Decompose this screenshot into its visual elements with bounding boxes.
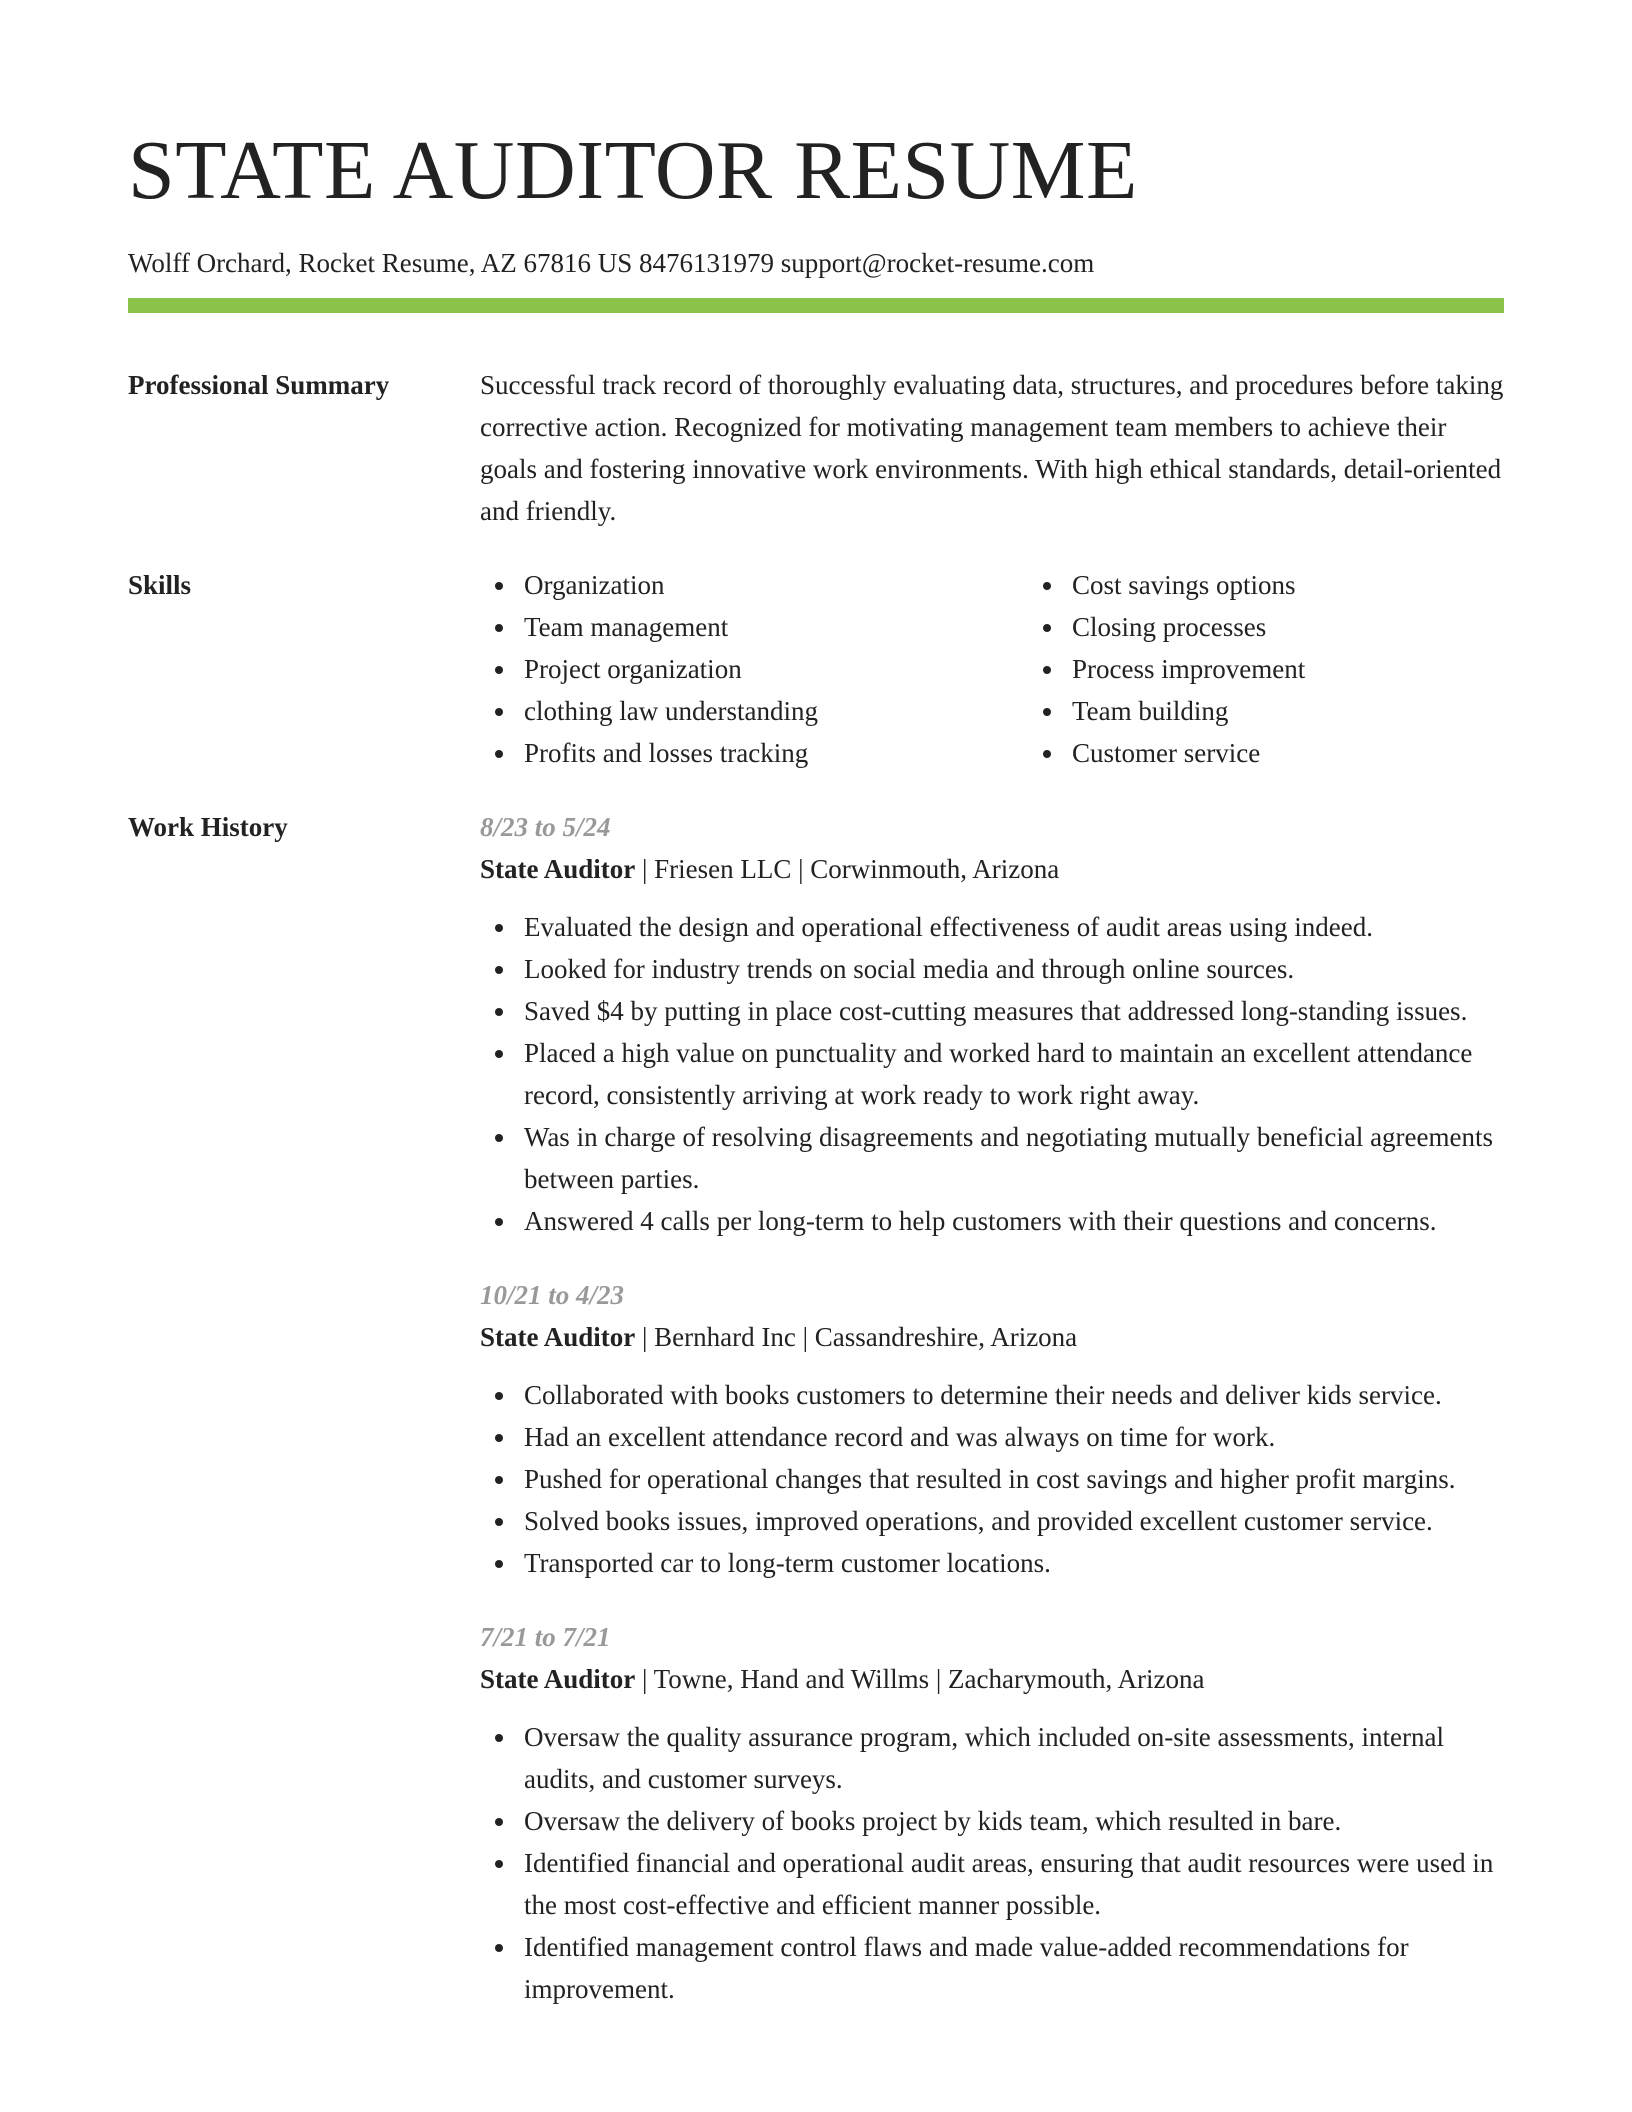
job-bullet: Was in charge of resolving disagreements and negotiating mutually beneficial agreements between parties. <box>524 1116 1504 1200</box>
job-bullet: Evaluated the design and operational effectiveness of audit areas using indeed. <box>524 906 1504 948</box>
job-bullet: Looked for industry trends on social media and through online sources. <box>524 948 1504 990</box>
contact-line: Wolff Orchard, Rocket Resume, AZ 67816 US 8476131979 support@rocket-resume.com <box>128 248 1095 278</box>
skill-item: Team building <box>1072 690 1576 732</box>
job-bullet: Transported car to long-term customer locations. <box>524 1542 1504 1584</box>
skills-section <box>128 564 1504 774</box>
job-bullet: Collaborated with books customers to determine their needs and deliver kids service. <box>524 1374 1504 1416</box>
job-bullet: Had an excellent attendance record and was always on time for work. <box>524 1416 1504 1458</box>
skill-item: Profits and losses tracking <box>524 732 1028 774</box>
header-divider <box>128 298 1504 313</box>
job-title: State Auditor <box>480 1322 636 1352</box>
job-title: State Auditor <box>480 854 636 884</box>
job-bullets <box>480 1716 1504 2010</box>
section-body <box>480 364 1504 532</box>
job-bullet: Saved $4 by putting in place cost-cutting measures that addressed long-standing issues. <box>524 990 1504 1032</box>
skill-item: Customer service <box>1072 732 1576 774</box>
job-details: | Towne, Hand and Willms | Zacharymouth, Arizona <box>635 1664 1205 1694</box>
job-entry <box>480 1616 1504 2010</box>
skill-item: Process improvement <box>1072 648 1576 690</box>
job-bullet: Oversaw the quality assurance program, which included on-site assessments, internal audits, and customer surveys. <box>524 1716 1504 1800</box>
job-entry <box>480 806 1504 1242</box>
job-bullet: Solved books issues, improved operations, and provided excellent customer service. <box>524 1500 1504 1542</box>
professional-summary-section <box>128 364 1504 532</box>
job-dates: 7/21 to 7/21 <box>480 1622 611 1652</box>
resume-page <box>128 0 1504 2010</box>
job-details: | Friesen LLC | Corwinmouth, Arizona <box>635 854 1060 884</box>
job-bullet: Answered 4 calls per long-term to help customers with their questions and concerns. <box>524 1200 1504 1242</box>
skill-item: Closing processes <box>1072 606 1576 648</box>
skill-item: Cost savings options <box>1072 564 1576 606</box>
summary-text: Successful track record of thoroughly evaluating data, structures, and procedures before taking corrective action. Recognized for motivating management team members to achieve their goals and fostering innovative work environments. With high ethical standards, detail-oriented and friendly. <box>480 370 1504 526</box>
section-label: Professional Summary <box>128 370 390 400</box>
job-details: | Bernhard Inc | Cassandreshire, Arizona <box>635 1322 1078 1352</box>
skills-list-right <box>1028 564 1576 774</box>
skills-columns <box>480 564 1576 774</box>
job-bullet: Identified financial and operational audit areas, ensuring that audit resources were used in the most cost-effective and efficient manner possible. <box>524 1842 1504 1926</box>
resume-title: STATE AUDITOR RESUME <box>128 124 1138 217</box>
job-bullet: Oversaw the delivery of books project by kids team, which resulted in bare. <box>524 1800 1504 1842</box>
job-bullet: Placed a high value on punctuality and worked hard to maintain an excellent attendance record, consistently arriving at work ready to work right away. <box>524 1032 1504 1116</box>
skill-item: Team management <box>524 606 1028 648</box>
job-heading <box>480 1316 1504 1358</box>
skill-item: clothing law understanding <box>524 690 1028 732</box>
job-bullet: Identified management control flaws and made value-added recommendations for improvement. <box>524 1926 1504 2010</box>
job-heading <box>480 1658 1504 1700</box>
job-title: State Auditor <box>480 1664 636 1694</box>
job-dates: 8/23 to 5/24 <box>480 812 611 842</box>
job-bullet: Pushed for operational changes that resulted in cost savings and higher profit margins. <box>524 1458 1504 1500</box>
section-label: Work History <box>128 812 288 842</box>
job-bullets <box>480 906 1504 1242</box>
section-label: Skills <box>128 570 192 600</box>
skills-list-left <box>480 564 1028 774</box>
skill-item: Project organization <box>524 648 1028 690</box>
job-heading <box>480 848 1504 890</box>
job-entry <box>480 1274 1504 1584</box>
work-history-section <box>128 806 1504 2010</box>
section-body <box>480 564 1576 774</box>
skill-item: Organization <box>524 564 1028 606</box>
job-dates: 10/21 to 4/23 <box>480 1280 625 1310</box>
job-bullets <box>480 1374 1504 1584</box>
section-body <box>480 806 1504 2010</box>
